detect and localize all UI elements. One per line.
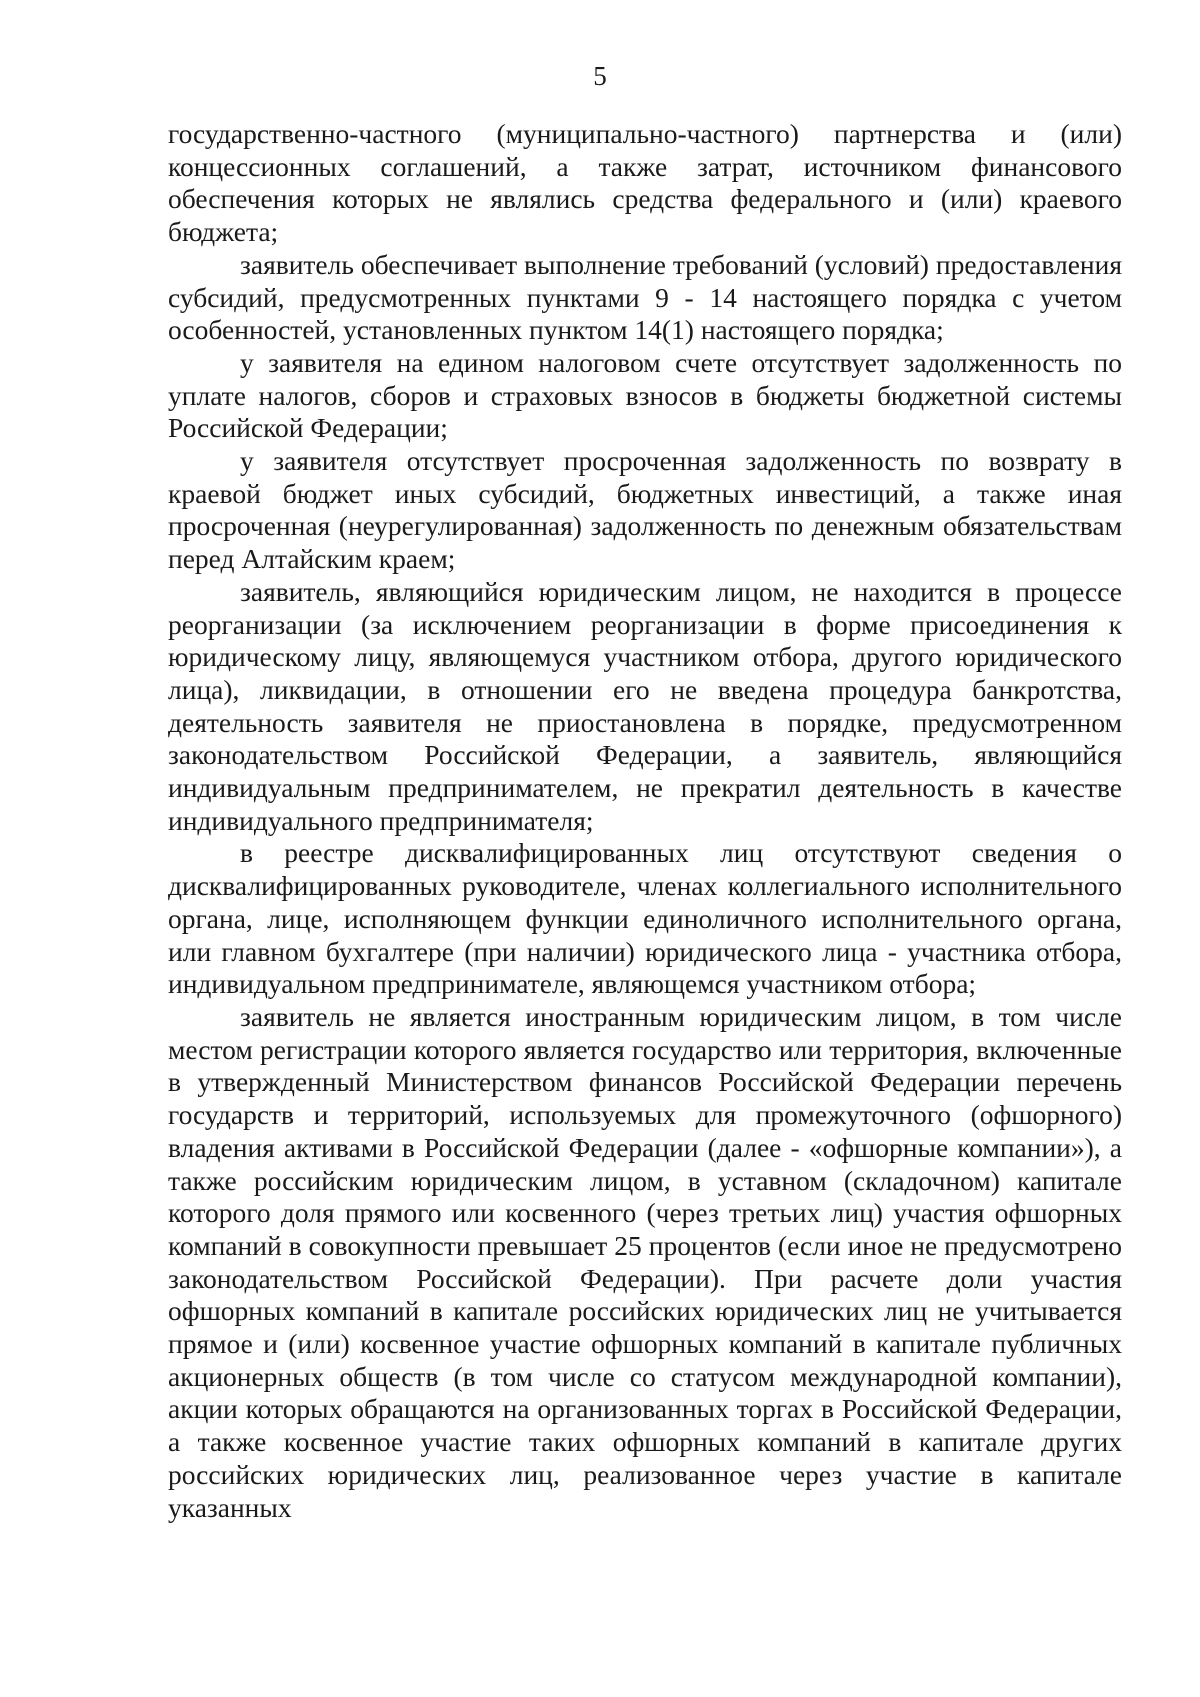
paragraph-2: заявитель обеспечивает выполнение требований (условий) предоставления субсидий, предусмотренных пунктами 9 - 14 настоящего порядка с учетом особенностей, установленных пунктом 14(1) настоящего порядка; [168, 248, 1122, 346]
page-number: 5 [593, 61, 607, 91]
paragraph-3: у заявителя на едином налоговом счете отсутствует задолженность по уплате налогов, сборов и страховых взносов в бюджеты бюджетной системы Российской Федерации; [168, 346, 1122, 444]
paragraph-5: заявитель, являющийся юридическим лицом, не находится в процессе реорганизации (за исключением реорганизации в форме присоединения к юридическому лицу, являющемуся участником отбора, другого юридического лица), ликвидации, в отношении его не введена процедура банкротства, деятельность заявителя не приостановлена в порядке, предусмотренном законодательством Российской Федерации, а заявитель, являющийся индивидуальным предпринимателем, не прекратил деятельность в качестве индивидуального предпринимателя; [168, 575, 1122, 836]
paragraph-1: государственно-частного (муниципально-частного) партнерства и (или) концессионных соглашений, а также затрат, источником финансового обеспечения которых не являлись средства федерального и (или) краевого бюджета; [168, 118, 1122, 248]
document-body [168, 118, 1122, 1524]
paragraph-4: у заявителя отсутствует просроченная задолженность по возврату в краевой бюджет иных субсидий, бюджетных инвестиций, а также иная просроченная (неурегулированная) задолженность по денежным обязательствам перед Алтайским краем; [168, 445, 1122, 575]
paragraph-6: в реестре дисквалифицированных лиц отсутствуют сведения о дисквалифицированных руководителе, членах коллегиального исполнительного органа, лице, исполняющем функции единоличного исполнительного органа, или главном бухгалтере (при наличии) юридического лица - участника отбора, индивидуальном предпринимателе, являющемся участником отбора; [168, 837, 1122, 1000]
paragraph-7: заявитель не является иностранным юридическим лицом, в том числе местом регистрации которого является государство или территория, включенные в утвержденный Министерством финансов Российской Федерации перечень государств и территорий, используемых для промежуточного (офшорного) владения активами в Российской Федерации (далее - «офшорные компании»), а также российским юридическим лицом, в уставном (складочном) капитале которого доля прямого или косвенного (через третьих лиц) участия офшорных компаний в совокупности превышает 25 процентов (если иное не предусмотрено законодательством Российской Федерации). При расчете доли участия офшорных компаний в капитале российских юридических лиц не учитывается прямое и (или) косвенное участие офшорных компаний в капитале публичных акционерных обществ (в том числе со статусом международной компании), акции которых обращаются на организованных торгах в Российской Федерации, а также косвенное участие таких офшорных компаний в капитале других российских юридических лиц, реализованное через участие в капитале указанных [168, 1000, 1122, 1523]
